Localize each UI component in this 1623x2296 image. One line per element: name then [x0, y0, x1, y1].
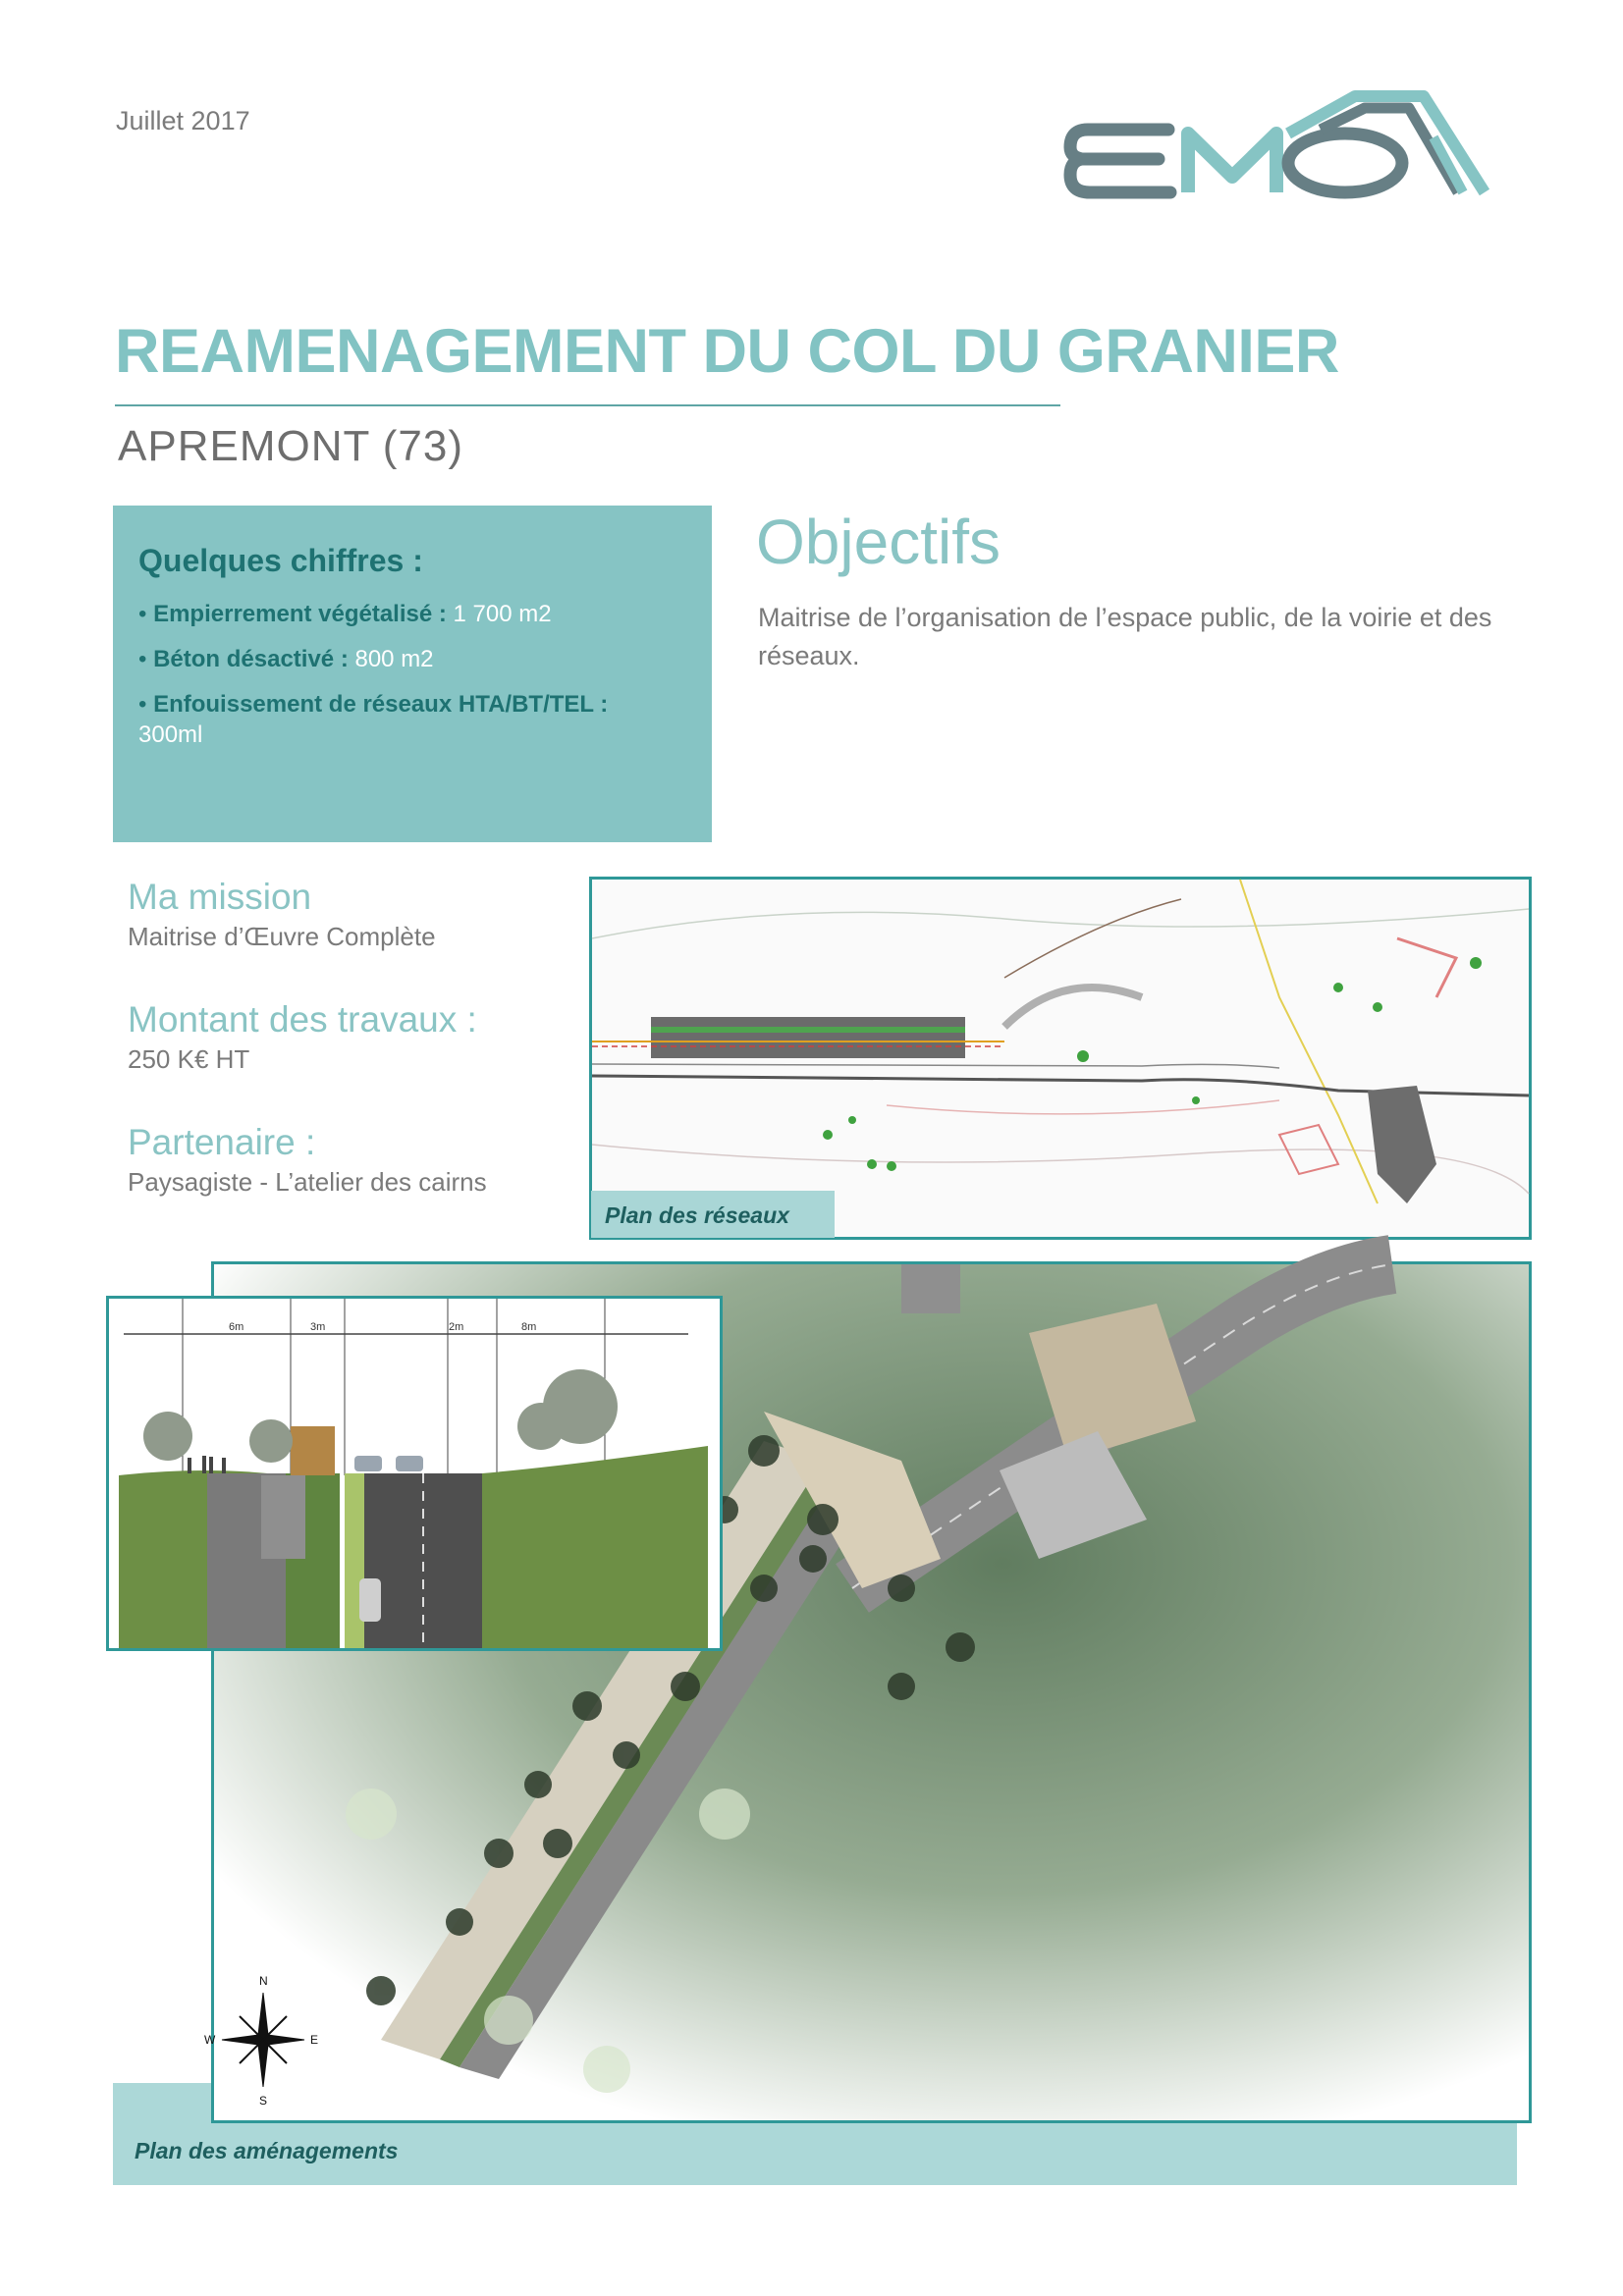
dimension-label: 2m — [449, 1321, 464, 1333]
figure-item: • Enfouissement de réseaux HTA/BT/TEL : 300ml — [138, 691, 609, 748]
figure-label: Empierrement végétalisé : — [153, 601, 447, 627]
project-title: REAMENAGEMENT DU COL DU GRANIER — [115, 317, 1339, 386]
budget-heading: Montant des travaux : — [128, 999, 477, 1040]
compass-south: S — [259, 2094, 268, 2108]
figure-label: Enfouissement de réseaux HTA/BT/TEL : — [153, 691, 609, 718]
budget-text: 250 K€ HT — [128, 1044, 250, 1074]
title-divider — [115, 404, 1060, 406]
cross-section-image — [106, 1296, 723, 1651]
partner-heading: Partenaire : — [128, 1122, 316, 1162]
figure-value: 800 m2 — [348, 646, 434, 672]
compass-east: E — [310, 2033, 319, 2047]
mission-block — [128, 877, 436, 952]
network-plan-caption: Plan des réseaux — [605, 1202, 789, 1228]
network-plan-image — [589, 877, 1532, 1240]
mission-text: Maitrise d’Œuvre Complète — [128, 922, 436, 951]
dimension-label: 6m — [229, 1321, 244, 1333]
partner-block — [128, 1122, 487, 1198]
dimension-label: 3m — [310, 1321, 326, 1333]
figure-value: 1 700 m2 — [446, 601, 552, 627]
compass-west: W — [204, 2033, 216, 2047]
figure-value: 300ml — [138, 721, 203, 748]
key-figures-box — [113, 506, 712, 842]
mission-heading: Ma mission — [128, 877, 312, 917]
document-date: Juillet 2017 — [116, 106, 250, 135]
partner-text: Paysagiste - L’atelier des cairns — [128, 1167, 487, 1197]
budget-block — [128, 999, 477, 1075]
objectives-heading: Objectifs — [756, 507, 1001, 577]
network-plan-caption-box — [591, 1191, 835, 1238]
logo-text: EMO — [1060, 66, 1097, 82]
project-location: APREMONT (73) — [118, 422, 464, 470]
figure-item: • Béton désactivé : 800 m2 — [138, 646, 434, 672]
dimension-label: 8m — [521, 1321, 537, 1333]
key-figures-title: Quelques chiffres : — [138, 543, 423, 578]
compass-north: N — [259, 1974, 268, 1988]
figure-label: Béton désactivé : — [153, 646, 349, 672]
landscaping-plan-caption: Plan des aménagements — [135, 2138, 399, 2163]
figure-item: • Empierrement végétalisé : 1 700 m2 — [138, 601, 552, 627]
emo-logo — [1060, 66, 1512, 206]
objectives-text: Maitrise de l’organisation de l’espace public, de la voirie et des réseaux. — [758, 603, 1492, 670]
